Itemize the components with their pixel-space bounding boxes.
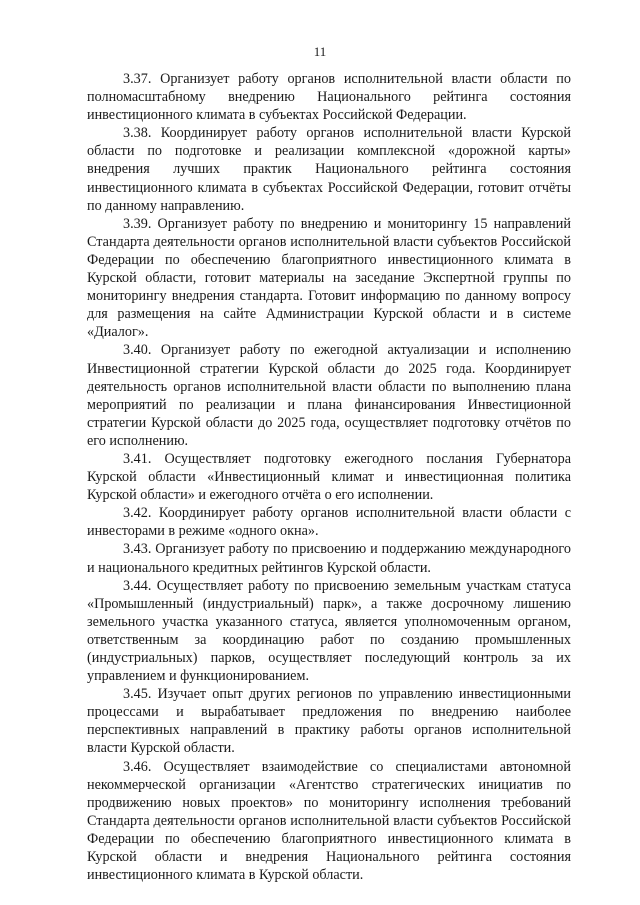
paragraph-3-40: 3.40. Организует работу по ежегодной актуализации и исполнению Инвестиционной стратегии Курской области до 2025 года. Координирует деятельность органов исполнительной власти области по выполнению плана мероприятий по реализации и плана финансирования Инвестиционной стратегии Курской области до 2025 года, осуществляет подготовку отчётов по его исполнению. — [87, 342, 571, 449]
paragraph-3-44: 3.44. Осуществляет работу по присвоению земельным участкам статуса «Промышленный (индустриальный) парк», а также досрочному лишению земельного участка указанного статуса, является уполномоченным органом, ответственным за координацию работ по созданию промышленных (индустриальных) парков, осуществляет последующий контроль за их управлением и функционированием. — [87, 577, 571, 685]
paragraph-3-39: 3.39. Организует работу по внедрению и мониторингу 15 направлений Стандарта деятельности органов исполнительной власти субъектов Российской Федерации по обеспечению благоприятного инвестиционного климата в Курской области, готовит материалы на заседание Экспертной группы по мониторингу внедрения стандарта. Готовит информацию по данному вопросу для размещения на сайте Администрации Курской области и в системе «Диалог». — [87, 215, 571, 341]
paragraph-3-43: 3.43. Организует работу по присвоению и поддержанию международного и национального кредитных рейтингов Курской области. — [87, 541, 571, 576]
paragraph-3-46: 3.46. Осуществляет взаимодействие со специалистами автономной некоммерческой организации «Агентство стратегических инициатив по продвижению новых проектов» по мониторингу исполнения требований Стандарта деятельности органов исполнительной власти субъектов Российской Федерации по обеспечению благоприятного инвестиционного климата в Курской области и внедрения Национального рейтинга состояния инвестиционного климата в Курской области. — [87, 758, 571, 884]
paragraph-3-41: 3.41. Осуществляет подготовку ежегодного послания Губернатора Курской области «Инвестиционный климат и инвестиционная политика Курской области» и ежегодного отчёта о его исполнении. — [87, 450, 571, 504]
document-body — [87, 70, 571, 884]
paragraph-3-37: 3.37. Организует работу органов исполнительной власти области по полномасштабному внедрению Национального рейтинга состояния инвестиционного климата в субъектах Российской Федерации. — [87, 71, 571, 124]
paragraph-3-45: 3.45. Изучает опыт других регионов по управлению инвестиционными процессами и вырабатывает предложения по внедрению наиболее перспективных направлений в практику работы органов исполнительной власти Курской области. — [87, 686, 571, 757]
page-number: 11 — [313, 44, 327, 59]
paragraph-3-38: 3.38. Координирует работу органов исполнительной власти Курской области по подготовке и реализации комплексной «дорожной карты» внедрения лучших практик Национального рейтинга состояния инвестиционного климата в субъектах Российской Федерации, готовит отчёты по данному направлению. — [87, 125, 571, 214]
paragraph-3-42: 3.42. Координирует работу органов исполнительной власти области с инвесторами в режиме «одного окна». — [87, 505, 571, 540]
